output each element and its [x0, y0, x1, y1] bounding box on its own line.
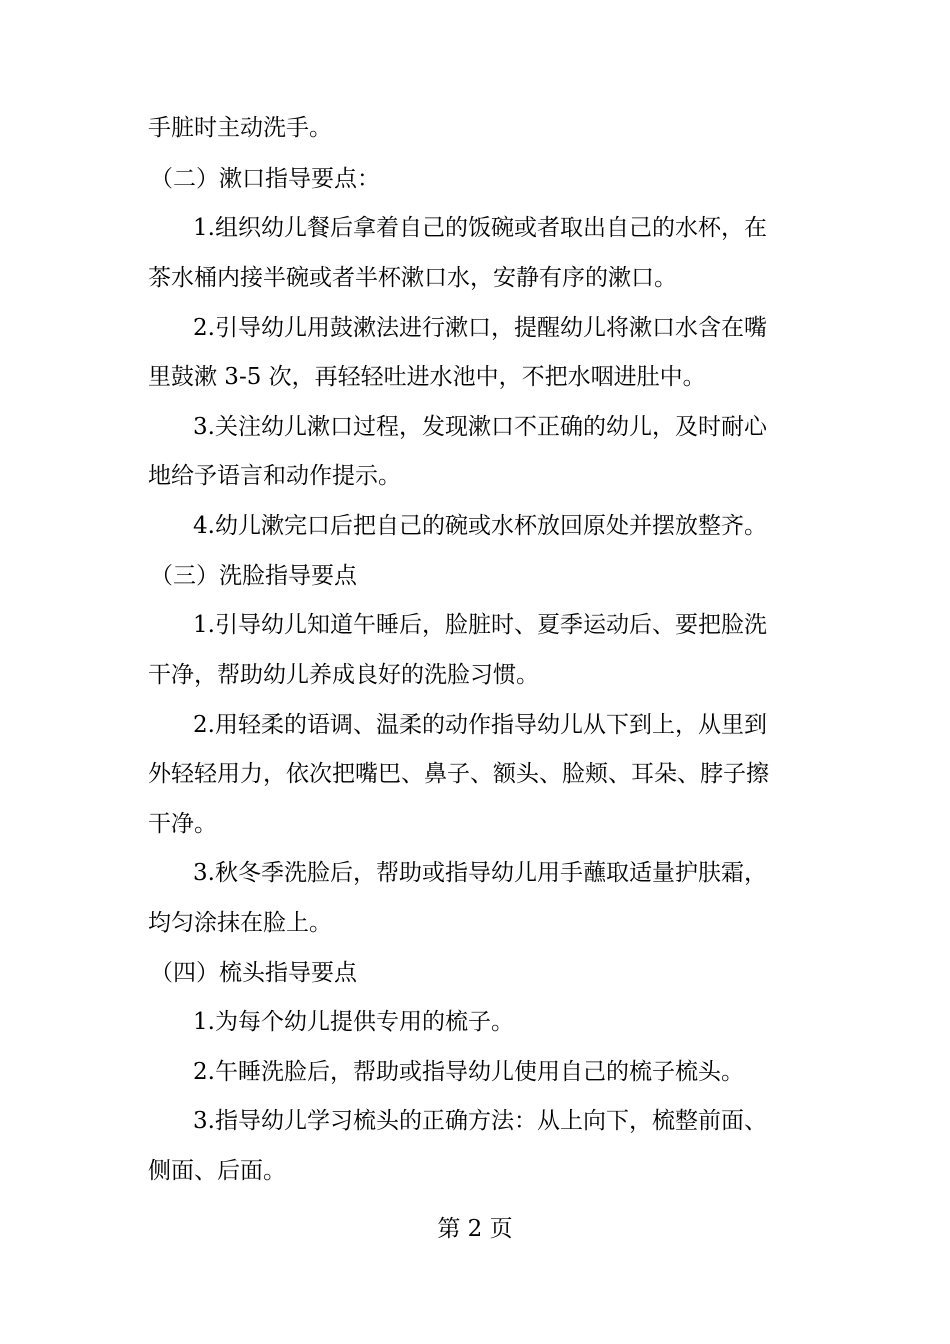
text-line: 2.引导幼儿用鼓漱法进行漱口，提醒幼儿将漱口水含在嘴	[193, 315, 767, 341]
text-line: 均匀涂抹在脸上。	[148, 910, 332, 936]
text-line: 3.指导幼儿学习梳头的正确方法：从上向下，梳整前面、	[193, 1108, 767, 1134]
text-line: 干净，帮助幼儿养成良好的洗脸习惯。	[148, 662, 539, 688]
text-line: 手脏时主动洗手。	[148, 115, 332, 141]
text-line: 地给予语言和动作提示。	[148, 463, 401, 489]
page-number-footer: 第 2 页	[437, 1216, 513, 1242]
text-line: 2.用轻柔的语调、温柔的动作指导幼儿从下到上，从里到	[193, 712, 767, 738]
text-line: 侧面、后面。	[148, 1158, 286, 1184]
text-line: 茶水桶内接半碗或者半杯漱口水，安静有序的漱口。	[148, 265, 677, 291]
text-line: 干净。	[148, 811, 217, 837]
text-line: 3.关注幼儿漱口过程，发现漱口不正确的幼儿，及时耐心	[193, 414, 767, 440]
text-line: 外轻轻用力，依次把嘴巴、鼻子、额头、脸颊、耳朵、脖子擦	[148, 761, 769, 787]
text-line: 里鼓漱 3-5 次，再轻轻吐进水池中，不把水咽进肚中。	[148, 364, 706, 390]
text-line: 1.组织幼儿餐后拿着自己的饭碗或者取出自己的水杯，在	[193, 215, 767, 241]
text-line: 1.为每个幼儿提供专用的梳子。	[193, 1009, 514, 1035]
section-heading-rinse: （二）漱口指导要点：	[150, 166, 380, 192]
text-line: 1.引导幼儿知道午睡后，脸脏时、夏季运动后、要把脸洗	[193, 612, 767, 638]
text-line: 4.幼儿漱完口后把自己的碗或水杯放回原处并摆放整齐。	[193, 513, 767, 539]
text-line: 3.秋冬季洗脸后，帮助或指导幼儿用手蘸取适量护肤霜，	[193, 860, 767, 886]
text-line: 2.午睡洗脸后，帮助或指导幼儿使用自己的梳子梳头。	[193, 1059, 744, 1085]
section-heading-comb: （四）梳头指导要点	[150, 960, 357, 986]
section-heading-face-wash: （三）洗脸指导要点	[150, 563, 357, 589]
